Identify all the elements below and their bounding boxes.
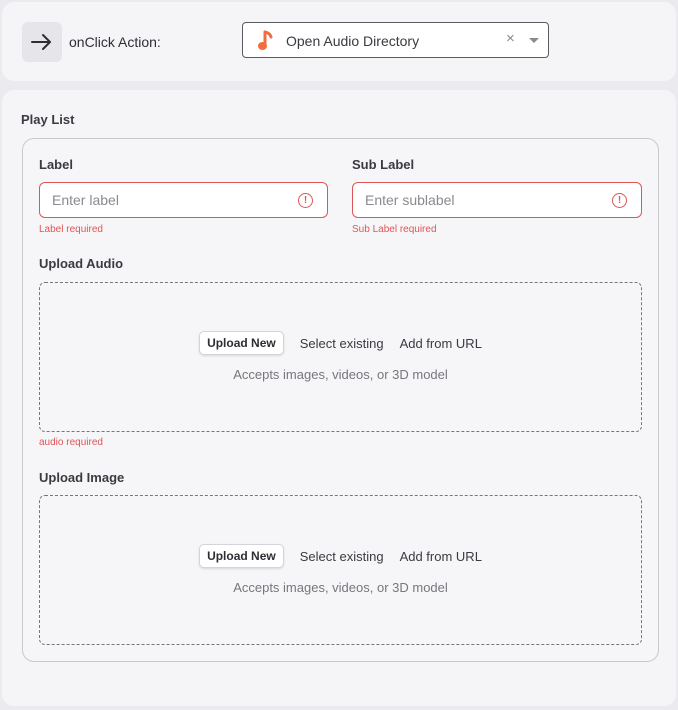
upload-new-button[interactable]: Upload New — [199, 331, 284, 355]
arrow-right-icon — [31, 33, 53, 51]
sublabel-error-text: Sub Label required — [352, 224, 437, 235]
label-input-wrapper — [39, 182, 328, 218]
playlist-title: Play List — [21, 112, 75, 127]
upload-new-button[interactable]: Upload New — [199, 544, 284, 568]
select-existing-button[interactable]: Select existing — [299, 335, 384, 351]
clear-icon[interactable]: × — [506, 30, 515, 47]
label-field-label: Label — [39, 157, 73, 172]
music-note-icon — [257, 30, 275, 52]
error-icon: ! — [298, 193, 313, 208]
label-error-text: Label required — [39, 224, 103, 235]
chevron-down-icon[interactable] — [529, 38, 539, 43]
onclick-action-select[interactable] — [242, 22, 549, 58]
add-from-url-button[interactable]: Add from URL — [399, 548, 482, 564]
select-value: Open Audio Directory — [286, 33, 420, 49]
audio-error-text: audio required — [39, 437, 103, 448]
arrow-button[interactable] — [22, 22, 62, 62]
error-icon: ! — [612, 193, 627, 208]
accepts-note: Accepts images, videos, or 3D model — [233, 580, 448, 595]
onclick-action-label: onClick Action: — [69, 34, 161, 50]
upload-audio-dropzone[interactable] — [39, 282, 642, 432]
upload-image-dropzone[interactable] — [39, 495, 642, 645]
upload-image-label: Upload Image — [39, 470, 125, 485]
label-input[interactable] — [52, 183, 289, 217]
upload-audio-label: Upload Audio — [39, 256, 124, 271]
accepts-note: Accepts images, videos, or 3D model — [233, 367, 448, 382]
sublabel-field-label: Sub Label — [352, 157, 415, 172]
sublabel-input[interactable] — [365, 183, 603, 217]
select-existing-button[interactable]: Select existing — [299, 548, 384, 564]
sublabel-input-wrapper — [352, 182, 642, 218]
add-from-url-button[interactable]: Add from URL — [399, 335, 482, 351]
